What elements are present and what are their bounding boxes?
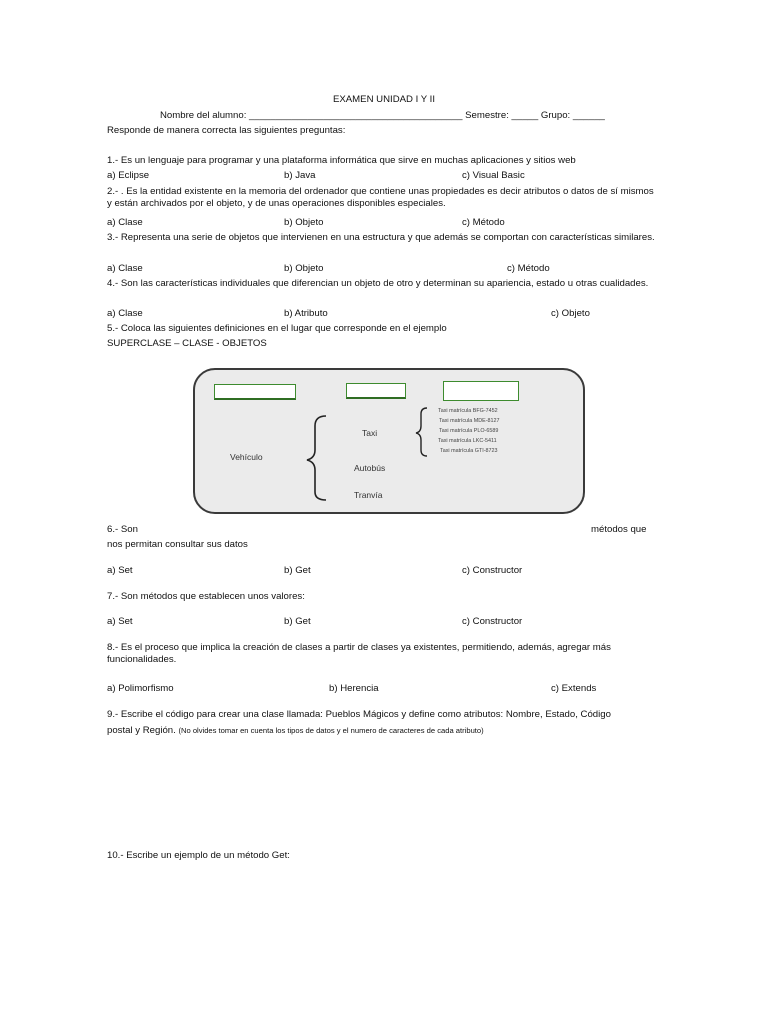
question-9-line2 [107,725,484,737]
q3-option-b: b) Objeto [284,263,324,274]
question-6-end: métodos que [591,524,647,535]
class-label-autobus: Autobús [354,463,386,473]
question-5: 5.- Coloca las siguientes definiciones en el lugar que corresponde en el ejemplo [107,323,447,334]
hierarchy-diagram [193,368,585,514]
question-1: 1.- Es un lenguaje para programar y una plataforma informática que sirve en muchas aplicaciones y sitios web [107,155,576,166]
q7-option-c: c) Constructor [462,616,523,627]
q5-terms: SUPERCLASE – CLASE - OBJETOS [107,338,267,349]
question-6-cont: nos permitan consultar sus datos [107,539,248,550]
q8-option-b: b) Herencia [329,683,379,694]
object-label: Taxi matrícula PLO-6589 [439,428,499,434]
q3-option-c: c) Método [507,263,550,274]
q1-option-c: c) Visual Basic [462,170,525,181]
exam-title: EXAMEN UNIDAD I Y II [332,94,435,105]
question-9: 9.- Escribe el código para crear una clase llamada: Pueblos Mágicos y define como atributos: Nombre, Estado, Código [107,709,611,720]
q6-option-a: a) Set [107,565,133,576]
q7-option-b: b) Get [284,616,311,627]
question-10: 10.- Escribe un ejemplo de un método Get: [107,850,290,861]
q3-option-a: a) Clase [107,263,143,274]
q4-option-b: b) Atributo [284,308,328,319]
q4-option-a: a) Clase [107,308,143,319]
class-label-taxi: Taxi [362,428,378,438]
question-2: 2.- . Es la entidad existente en la memoria del ordenador que contiene unas propiedades es decir atributos o datos de sí mismos y están archivados por el objeto, y de unas operaciones disponibles especiales. [107,186,654,209]
class-label-tranvia: Tranvía [354,490,383,500]
q2-option-a: a) Clase [107,217,143,228]
q2-option-b: b) Objeto [284,217,324,228]
q7-option-a: a) Set [107,616,133,627]
q1-option-b: b) Java [284,170,316,181]
object-label: Taxi matrícula MDE-8127 [439,418,500,424]
q4-option-c: c) Objeto [551,308,590,319]
q6-option-b: b) Get [284,565,311,576]
student-info-line: Nombre del alumno: ________________________________________ Semestre: _____ Grupo: ______ [160,110,605,121]
q2-option-c: c) Método [462,217,505,228]
q9-postal-region: postal y Región. [107,725,176,736]
brace-classes [307,416,326,500]
q9-note: (No olvides tomar en cuenta los tipos de datos y el numero de caracteres de cada atributo) [178,726,484,735]
object-label: Taxi matrícula GTI-8723 [440,448,498,454]
object-label: Taxi matrícula BFG-7452 [438,408,498,414]
question-6-start: 6.- Son [107,524,138,535]
question-7: 7.- Son métodos que establecen unos valores: [107,591,305,602]
q8-option-a: a) Polimorfismo [107,683,174,694]
question-8: 8.- Es el proceso que implica la creación de clases a partir de clases ya existentes, permitiendo, además, agregar más funcionalidades. [107,642,611,665]
brace-objects [416,408,427,456]
q6-option-c: c) Constructor [462,565,523,576]
object-label: Taxi matrícula LKC-5411 [438,438,497,444]
q1-option-a: a) Eclipse [107,170,150,181]
brace-lines [195,370,587,516]
superclass-label: Vehículo [230,452,263,462]
question-3: 3.- Representa una serie de objetos que intervienen en una estructura y que además se comportan con características similares. [107,232,655,243]
q8-option-c: c) Extends [551,683,597,694]
question-4: 4.- Son las características individuales que diferencian un objeto de otro y determinan su apariencia, estado u otras cualidades. [107,278,649,289]
instructions: Responde de manera correcta las siguientes preguntas: [107,125,346,136]
